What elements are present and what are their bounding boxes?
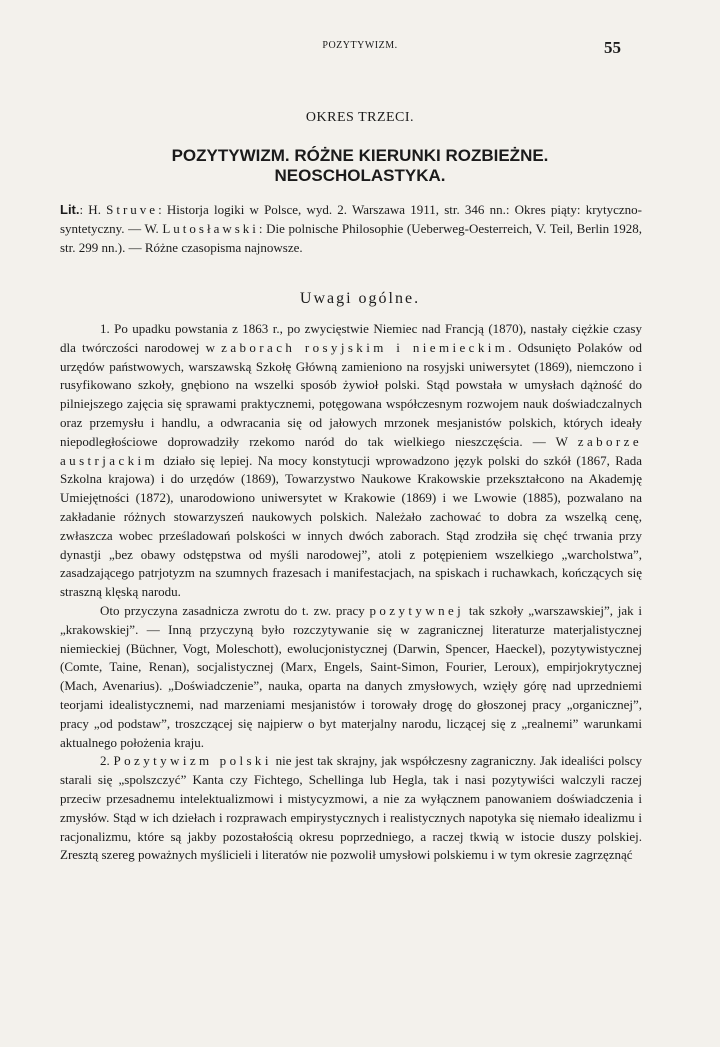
paragraph-3-text-a: 2. <box>100 753 114 769</box>
literature-label: Lit. <box>60 202 80 217</box>
paragraph-2-text-b: tak szkoły „warszawskiej”, jak i „krakowskiej”. — Inną przyczyną było rozczytywanie się w zagranicznej literaturze materjalistycznej niemieckiej (Büchner, Vogt, Moleschott), ewolucjonistycznej (Darwin, Spencer, Haeckel), pozytywistycznej (Comte, Taine, Renan), socjalistycznej (Marx, Engels, Saint-Simon, Fourier, Leroux), empirjokrytycznej (Mach, Avenarius). „Doświadczenie”, nauka, oparta na danych zmysłowych, wzięły górę nad uprzedniemi teorjami idealistycznemi, nad marzeniami mesjanistów i torowały drogę do głoszonej pracy „organicznej”, pracy „od podstaw”, troszczącej się najpierw o byt materjalny narodu, liczącej się z „realnemi” warunkami aktualnego położenia kraju. <box>60 602 642 750</box>
literature-text-3: : Die polnische Philosophie (Ueberweg-Oesterreich, V. Teil, Berlin 1928, str. 299 nn.). — Różne czasopisma najnowsze. <box>60 221 642 256</box>
literature-text-2: : Historja logiki w Polsce, wyd. 2. Warszawa 1911, str. 346 nn.: Okres piąty: krytyczno-syntetyczny. — W. <box>60 202 643 237</box>
chapter-title-line-2: NEOSCHOLASTYKA. <box>274 166 446 185</box>
chapter-title-line-1: POZYTYWIZM. RÓŻNE KIERUNKI ROZBIEŻNE. <box>171 146 549 165</box>
paragraph-1 <box>60 320 642 602</box>
paragraph-2 <box>60 602 642 752</box>
paragraph-2-spaced: pozytywnej <box>369 602 465 618</box>
chapter-label: OKRES TRZECI. <box>305 110 415 125</box>
running-head: POZYTYWIZM. <box>322 40 398 51</box>
paragraph-1-spaced-a: zaborach rosyjskim i niemieckim <box>221 339 509 355</box>
section-heading: Uwagi ogólne. <box>299 290 421 307</box>
paragraph-1-text-a: 1. Po upadku powstania z 1863 r., po zwycięstwie Niemiec nad Francją (1870), nastały ciężkie czasy dla twórczości narodowej w <box>60 321 642 355</box>
paragraph-1-spaced-b: zaborze austrjackim <box>60 433 642 468</box>
literature-author-struve: Struve <box>106 202 159 217</box>
paragraph-1-text-b: . Odsunięto Polaków od urzędów państwowych, warszawską Szkołę Główną zamieniono na rosyjski uniwersytet (1869), niemczono i rusyfikowano szkoły, gnębiono na wszelki sposób żywioł polski. Stąd powstała w umysłach dążność do pilniejszego zajęcia się sprawami praktycznemi, potęgowana współczesnym rozwojem nauk doświadczalnych oraz przemysłu i handlu, a odwracania się od jałowych mrzonek mesjanistów polskich, których ideały niepodległościowe doprowadziły rzekomo naród do tak wielkiego nieszczęścia. — W <box>60 339 642 449</box>
body-text <box>60 320 642 865</box>
page-number: 55 <box>604 38 621 57</box>
literature-author-lutoslawski: Lutosławski <box>162 221 259 237</box>
paragraph-3-spaced: Pozytywizm polski <box>113 753 272 769</box>
paragraph-1-text-c: działo się lepiej. Na mocy konstytucji wprowadzono język polski do szkół (1867, Rada Szkolna krajowa) i do urzędów (1869), Towarzystwo Naukowe Krakowskie przekształcono na Akademję Umiejętności (1872), unarodowiono uniwersytet w Krakowie (1869) i we Lwowie (1885), pozwalano na zakładanie różnych stowarzyszeń naukowych polskich. Należało zachować to dobra za wszelką cenę, zwłaszcza wobec prześladowań polskości w innych dwóch zaborach. Stąd zrodziła się chęć trwania przy dynastji „bez obawy odstępstwa od myśli narodowej”, atoli z potępieniem wszelkiego „warcholstwa”, zasadzającego patrjotyzm na szumnych frazesach i manifestacjach, na spiskach i ruchawkach, kończących się straszną klęską narodu. <box>60 452 642 600</box>
literature-text-1: : H. <box>79 202 107 217</box>
paragraph-2-text-a: Oto przyczyna zasadnicza zwrotu do t. zw. pracy <box>100 602 370 618</box>
paragraph-3-text-b: nie jest tak skrajny, jak współczesny zagraniczny. Jak idealiści polscy starali się „spolszczyć” Kanta czy Fichtego, Schellinga lub Hegla, tak i nasi pozytywiści walczyli raczej przeciw przesadnemu intelektualizmowi i mistycyzmowi, a nie za wyłącznem panowaniem doświadczenia i zmysłów. Stąd w ich dziełach i rozprawach empirystycznych i realistycznych napotyka się niemało idealizmu i racjonalizmu, które są jakby pozostałością okresu poprzedniego, a raczej tkwią w istocie duszy polskiej. Zresztą szereg poważnych myślicieli i literatów nie pozwolił umysłowi polskiemu i w tym okresie zagrzęznąć <box>60 753 643 863</box>
paragraph-3 <box>60 752 642 865</box>
literature-paragraph <box>60 200 642 258</box>
chapter-title <box>60 146 660 186</box>
